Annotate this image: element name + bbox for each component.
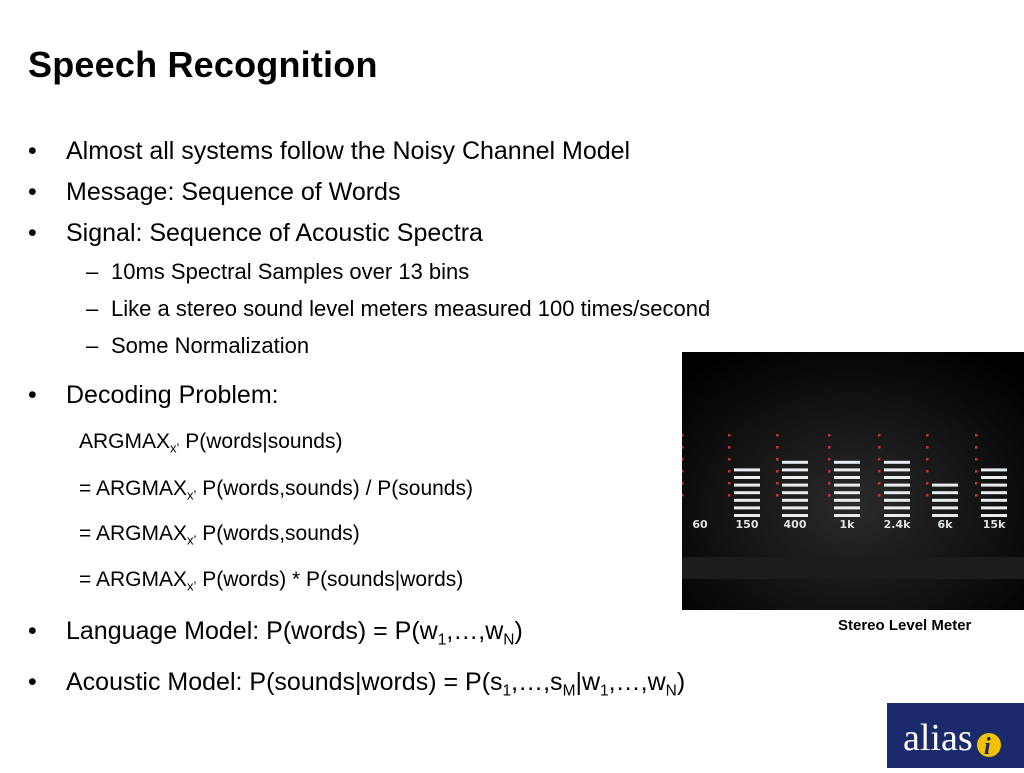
meter-peak-dot: [728, 494, 731, 497]
image-caption: Stereo Level Meter: [838, 617, 972, 634]
meter-segment: [884, 499, 910, 502]
formula-part: Acoustic Model: P(sounds|words) = P(s: [66, 668, 503, 696]
meter-band-label: 2.4k: [883, 518, 911, 531]
sub-bullet-text: 10ms Spectral Samples over 13 bins: [111, 259, 470, 284]
meter-peak-dot: [926, 446, 929, 449]
meter-segment: [834, 514, 860, 517]
meter-segment: [932, 506, 958, 509]
meter-peak-dot: [926, 434, 929, 437]
meter-peak-dot: [878, 446, 881, 449]
equation-line-3: [79, 522, 360, 546]
meter-peak-dot: [776, 458, 779, 461]
meter-peak-dot: [728, 458, 731, 461]
meter-segment: [734, 499, 760, 502]
meter-peak-dot: [975, 434, 978, 437]
argmax-label: ARGMAX: [79, 430, 171, 453]
meter-peak-dot: [728, 434, 731, 437]
meter-peak-dot: [975, 470, 978, 473]
meter-peak-dot: [776, 482, 779, 485]
meter-peak-dot: [682, 482, 684, 485]
bullet-dot: •: [28, 178, 37, 206]
sub-bullet-text: Like a stereo sound level meters measured 100 times/second: [111, 296, 711, 321]
meter-peak-dot: [975, 446, 978, 449]
meter-peak-dot: [926, 470, 929, 473]
meter-segment: [782, 461, 808, 464]
sub-bullet-dash: –: [86, 296, 99, 321]
meter-peak-dot: [878, 482, 881, 485]
meter-segment: [734, 468, 760, 471]
meter-segment: [932, 491, 958, 494]
meter-peak-dot: [926, 494, 929, 497]
argmax-label: ARGMAX: [95, 568, 187, 591]
meter-peak-dot: [728, 482, 731, 485]
meter-segment: [884, 484, 910, 487]
meter-segment: [734, 506, 760, 509]
meter-peak-dot: [828, 494, 831, 497]
formula-part: Language Model: P(words) = P(w: [66, 617, 438, 645]
meter-segment: [884, 514, 910, 517]
formula-part: ,…,s: [511, 668, 563, 696]
meter-peak-dot: [776, 470, 779, 473]
meter-peak-dot: [682, 446, 684, 449]
equation-rest: P(words|sounds): [179, 430, 343, 453]
meter-segment: [884, 476, 910, 479]
argmax-subscript: x’: [186, 578, 197, 594]
meter-segment: [884, 491, 910, 494]
meter-segment: [834, 491, 860, 494]
stereo-level-meter-photo: [682, 352, 1024, 610]
formula-part: ): [676, 668, 686, 696]
equation-rest: P(words) * P(sounds|words): [196, 568, 464, 591]
formula-subscript: 1: [437, 631, 447, 649]
meter-segment: [734, 476, 760, 479]
meter-segment: [884, 506, 910, 509]
argmax-subscript: x’: [186, 532, 197, 548]
formula-subscript: 1: [600, 682, 609, 700]
logo-graphic: [887, 703, 1024, 768]
formula-part: ): [514, 617, 523, 645]
meter-band-label: 1k: [839, 518, 855, 531]
meter-segment: [981, 491, 1007, 494]
meter-segment: [884, 461, 910, 464]
formula-subscript: 1: [502, 682, 512, 700]
meter-peak-dot: [975, 482, 978, 485]
meter-peak-dot: [975, 458, 978, 461]
meter-segment: [932, 514, 958, 517]
meter-peak-dot: [878, 494, 881, 497]
meter-peak-dot: [828, 446, 831, 449]
bullet-dot: •: [28, 668, 37, 696]
meter-peak-dot: [828, 434, 831, 437]
formula-subscript: M: [562, 682, 576, 700]
bullet-text: [66, 617, 523, 649]
meter-segment: [981, 499, 1007, 502]
meter-segment: [782, 499, 808, 502]
meter-segment: [981, 484, 1007, 487]
meter-segment: [834, 476, 860, 479]
bullet-dot: •: [28, 617, 37, 645]
meter-band-label: 15k: [982, 518, 1006, 531]
equation-prefix: =: [79, 568, 96, 591]
meter-segment: [782, 491, 808, 494]
meter-peak-dot: [776, 434, 779, 437]
meter-segment: [834, 499, 860, 502]
meter-band-label: 60: [692, 518, 708, 531]
equation-rest: P(words,sounds) / P(sounds): [196, 477, 473, 500]
meter-segment: [734, 491, 760, 494]
argmax-label: ARGMAX: [95, 477, 187, 500]
logo-wordmark: alias: [903, 717, 973, 759]
meter-segment: [782, 476, 808, 479]
meter-segment: [782, 506, 808, 509]
meter-peak-dot: [878, 470, 881, 473]
meter-peak-dot: [682, 434, 684, 437]
meter-band-label: 400: [783, 518, 807, 531]
meter-peak-dot: [728, 470, 731, 473]
meter-segment: [981, 468, 1007, 471]
meter-band-label: 150: [735, 518, 759, 531]
meter-peak-dot: [975, 494, 978, 497]
meter-peak-dot: [828, 458, 831, 461]
bullet-dot: •: [28, 137, 37, 165]
meter-peak-dot: [926, 458, 929, 461]
alias-i-logo: [887, 703, 1024, 768]
meter-peak-dot: [828, 482, 831, 485]
meter-peak-dot: [728, 446, 731, 449]
meter-segment: [834, 484, 860, 487]
meter-segment: [734, 484, 760, 487]
meter-segment: [734, 514, 760, 517]
equation-line-2: [79, 477, 473, 501]
meter-segment: [782, 514, 808, 517]
meter-segment: [981, 476, 1007, 479]
meter-band-label: 6k: [937, 518, 953, 531]
formula-part: |w: [575, 668, 601, 696]
bullet-text: Message: Sequence of Words: [66, 178, 401, 206]
bullet-dot: •: [28, 219, 37, 247]
meter-peak-dot: [878, 434, 881, 437]
meter-segment: [782, 468, 808, 471]
meter-peak-dot: [878, 458, 881, 461]
level-meter-graphic: [682, 352, 1024, 610]
equation-prefix: =: [79, 522, 96, 545]
sub-bullet-dash: –: [86, 333, 99, 358]
equation-prefix: =: [79, 477, 96, 500]
bullet-dot: •: [28, 381, 37, 409]
sub-bullet-text: Some Normalization: [111, 333, 310, 358]
meter-peak-dot: [776, 494, 779, 497]
meter-segment: [884, 468, 910, 471]
bullet-text: Signal: Sequence of Acoustic Spectra: [66, 219, 483, 247]
argmax-subscript: x’: [170, 440, 180, 456]
bullet-text: [66, 668, 686, 700]
meter-peak-dot: [682, 470, 684, 473]
bullet-text: Decoding Problem:: [66, 381, 279, 409]
meter-bezel: [682, 557, 1024, 579]
slide-title: Speech Recognition: [28, 44, 378, 85]
formula-part: ,…,w: [608, 668, 666, 696]
meter-peak-dot: [828, 470, 831, 473]
meter-segment: [834, 468, 860, 471]
meter-segment: [782, 484, 808, 487]
meter-segment: [981, 506, 1007, 509]
meter-segment: [932, 499, 958, 502]
meter-peak-dot: [776, 446, 779, 449]
meter-peak-dot: [682, 494, 684, 497]
equation-line-1: [79, 430, 342, 454]
formula-subscript: N: [503, 631, 515, 649]
meter-peak-dot: [926, 482, 929, 485]
bullet-text: Almost all systems follow the Noisy Channel Model: [66, 137, 631, 165]
meter-segment: [932, 484, 958, 487]
meter-segment: [834, 461, 860, 464]
logo-mark-letter: i: [984, 734, 991, 760]
equation-rest: P(words,sounds): [196, 522, 360, 545]
formula-subscript: N: [665, 682, 677, 700]
sub-bullet-dash: –: [86, 259, 99, 284]
equation-line-4: [79, 568, 463, 592]
argmax-label: ARGMAX: [95, 522, 187, 545]
formula-part: ,…,w: [446, 617, 504, 645]
argmax-subscript: x’: [186, 487, 197, 503]
meter-peak-dot: [682, 458, 684, 461]
meter-segment: [834, 506, 860, 509]
meter-segment: [981, 514, 1007, 517]
